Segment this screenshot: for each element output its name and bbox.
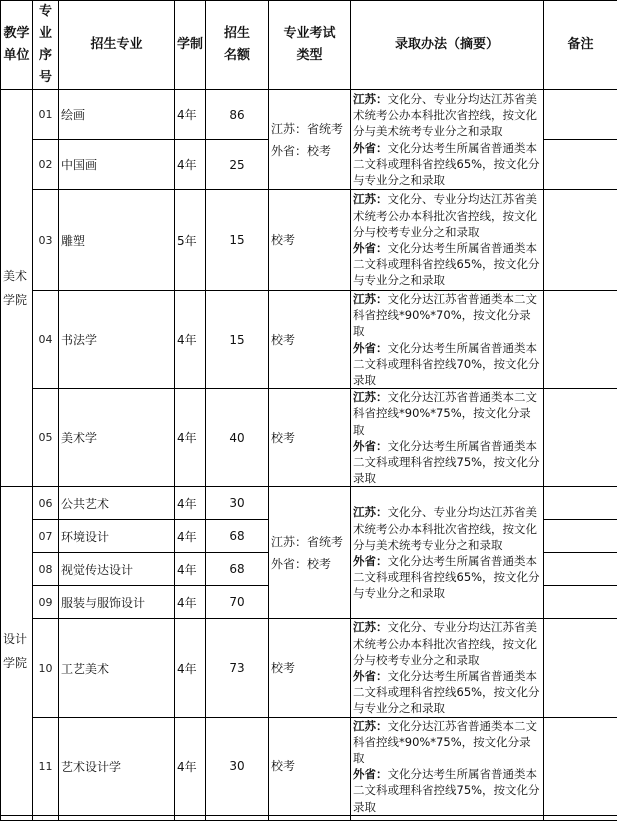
table-row xyxy=(1,90,617,140)
quota-cell: 15 xyxy=(206,291,269,389)
table-row xyxy=(1,190,617,291)
quota-cell: 15 xyxy=(206,190,269,291)
major-cell: 公共艺术 xyxy=(59,487,175,520)
header-exam: 专业考试 类型 xyxy=(269,1,351,90)
dept-design: 设计 学院 xyxy=(1,487,33,815)
exam-type-cell: 江苏：省统考 外省：校考 xyxy=(269,90,351,190)
table-row xyxy=(1,717,617,815)
years-cell: 4年 xyxy=(175,520,206,553)
method-cell: 江苏：文化分、专业分均达江苏省美术统考公办本科批次省控线，按文化分与美术统考专业分之和录取 外省：文化分达考生所属省普通类本二文科或理科省控线65%，按文化分与专业分之和录取 xyxy=(351,487,544,619)
exam-type-cell: 校考 xyxy=(269,190,351,291)
years-cell: 5年 xyxy=(175,190,206,291)
major-cell: 书法学 xyxy=(59,291,175,389)
years-cell: 4年 xyxy=(175,140,206,190)
seq-cell: 03 xyxy=(33,190,59,291)
remark-cell xyxy=(544,291,617,389)
remark-cell xyxy=(544,140,617,190)
table-row xyxy=(1,619,617,717)
major-cell: 雕塑 xyxy=(59,190,175,291)
quota-cell: 25 xyxy=(206,140,269,190)
blank-cell xyxy=(59,815,175,820)
blank-cell xyxy=(1,815,33,820)
table-row xyxy=(1,487,617,520)
seq-cell: 11 xyxy=(33,717,59,815)
blank-cell xyxy=(544,815,617,820)
seq-cell: 07 xyxy=(33,520,59,553)
years-cell: 4年 xyxy=(175,291,206,389)
header-seq: 专业 序号 xyxy=(33,1,59,90)
remark-cell xyxy=(544,487,617,520)
blank-cell xyxy=(351,815,544,820)
exam-type-cell: 校考 xyxy=(269,717,351,815)
header-years: 学制 xyxy=(175,1,206,90)
exam-type-cell: 校考 xyxy=(269,389,351,487)
header-remark: 备注 xyxy=(544,1,617,90)
quota-cell: 86 xyxy=(206,90,269,140)
exam-type-cell: 江苏：省统考 外省：校考 xyxy=(269,487,351,619)
method-cell: 江苏：文化分、专业分均达江苏省美术统考公办本科批次省控线，按文化分与校考专业分之和录取 外省：文化分达考生所属省普通类本二文科或理科省控线65%，按文化分与专业分之和录取 xyxy=(351,619,544,717)
major-cell: 中国画 xyxy=(59,140,175,190)
remark-cell xyxy=(544,190,617,291)
remark-cell xyxy=(544,90,617,140)
major-cell: 环境设计 xyxy=(59,520,175,553)
remark-cell xyxy=(544,717,617,815)
blank-cell xyxy=(269,815,351,820)
method-cell: 江苏：文化分达江苏省普通类本二文科省控线*90%*70%，按文化分录取 外省：文化分达考生所属省普通类本二文科或理科省控线70%，按文化分录取 xyxy=(351,291,544,389)
seq-cell: 04 xyxy=(33,291,59,389)
years-cell: 4年 xyxy=(175,487,206,520)
header-method: 录取办法（摘要） xyxy=(351,1,544,90)
remark-cell xyxy=(544,553,617,586)
table-row xyxy=(1,389,617,487)
seq-cell: 10 xyxy=(33,619,59,717)
header-major: 招生专业 xyxy=(59,1,175,90)
method-cell: 江苏：文化分达江苏省普通类本二文科省控线*90%*75%，按文化分录取 外省：文化分达考生所属省普通类本二文科或理科省控线75%，按文化分录取 xyxy=(351,717,544,815)
exam-type-cell: 校考 xyxy=(269,619,351,717)
dept-fine-arts: 美术 学院 xyxy=(1,90,33,487)
seq-cell: 05 xyxy=(33,389,59,487)
table-row xyxy=(1,291,617,389)
major-cell: 服装与服饰设计 xyxy=(59,586,175,619)
method-cell: 江苏：文化分、专业分均达江苏省美术统考公办本科批次省控线，按文化分与校考专业分之和录取 外省：文化分达考生所属省普通类本二文科或理科省控线65%，按文化分与专业分之和录取 xyxy=(351,190,544,291)
header-quota: 招生 名额 xyxy=(206,1,269,90)
remark-cell xyxy=(544,619,617,717)
years-cell: 4年 xyxy=(175,619,206,717)
header-unit: 教学 单位 xyxy=(1,1,33,90)
seq-cell: 09 xyxy=(33,586,59,619)
years-cell: 4年 xyxy=(175,389,206,487)
years-cell: 4年 xyxy=(175,553,206,586)
years-cell: 4年 xyxy=(175,586,206,619)
major-cell: 绘画 xyxy=(59,90,175,140)
seq-cell: 06 xyxy=(33,487,59,520)
quota-cell: 70 xyxy=(206,586,269,619)
seq-cell: 08 xyxy=(33,553,59,586)
quota-cell: 30 xyxy=(206,487,269,520)
major-cell: 美术学 xyxy=(59,389,175,487)
blank-cell xyxy=(175,815,206,820)
quota-cell: 40 xyxy=(206,389,269,487)
header-row xyxy=(1,1,617,90)
years-cell: 4年 xyxy=(175,717,206,815)
quota-cell: 73 xyxy=(206,619,269,717)
remark-cell xyxy=(544,520,617,553)
years-cell: 4年 xyxy=(175,90,206,140)
major-cell: 艺术设计学 xyxy=(59,717,175,815)
major-cell: 视觉传达设计 xyxy=(59,553,175,586)
remark-cell xyxy=(544,586,617,619)
seq-cell: 02 xyxy=(33,140,59,190)
method-cell: 江苏：文化分达江苏省普通类本二文科省控线*90%*75%，按文化分录取 外省：文化分达考生所属省普通类本二文科或理科省控线75%，按文化分录取 xyxy=(351,389,544,487)
blank-cell xyxy=(206,815,269,820)
quota-cell: 30 xyxy=(206,717,269,815)
quota-cell: 68 xyxy=(206,520,269,553)
major-cell: 工艺美术 xyxy=(59,619,175,717)
table-row-partial xyxy=(1,815,617,820)
exam-type-cell: 校考 xyxy=(269,291,351,389)
quota-cell: 68 xyxy=(206,553,269,586)
blank-cell xyxy=(33,815,59,820)
method-cell: 江苏：文化分、专业分均达江苏省美术统考公办本科批次省控线，按文化分与美术统考专业分之和录取 外省：文化分达考生所属省普通类本二文科或理科省控线65%，按文化分与专业分之和录取 xyxy=(351,90,544,190)
remark-cell xyxy=(544,389,617,487)
seq-cell: 01 xyxy=(33,90,59,140)
